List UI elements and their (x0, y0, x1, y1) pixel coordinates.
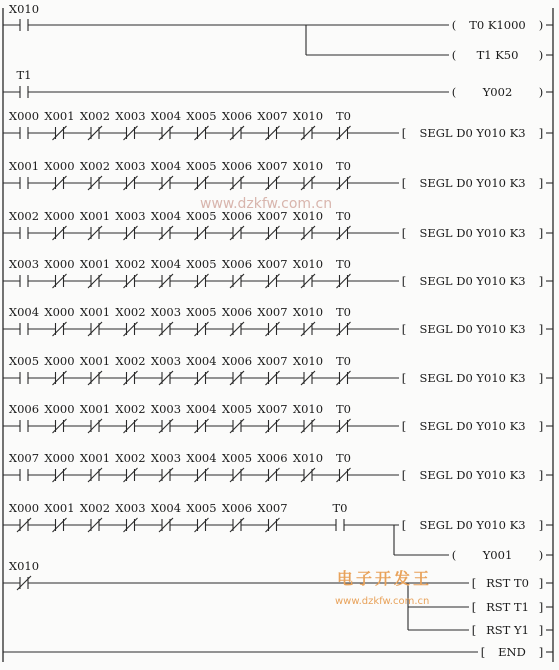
contact-nc (257, 109, 287, 140)
output-close-bracket: ) (538, 48, 544, 62)
contact-label: T0 (336, 451, 351, 465)
contact-label: X000 (44, 159, 75, 173)
contact-label: X004 (186, 451, 217, 465)
output-open-bracket: [ (401, 419, 407, 433)
contact-nc (293, 402, 323, 433)
contact-label: X010 (292, 305, 324, 319)
output-close-bracket: ] (538, 468, 544, 482)
contact-label: X010 (8, 2, 40, 16)
output-open-bracket: [ (480, 645, 486, 659)
contact-label: X003 (8, 257, 40, 271)
output-close-bracket: ] (538, 274, 544, 288)
contact-nc (186, 354, 216, 385)
output-close-bracket: ] (538, 600, 544, 614)
output-open-bracket: [ (401, 274, 407, 288)
contact-label: X003 (150, 451, 182, 465)
contact-label: X010 (292, 354, 324, 368)
contact-nc (44, 451, 74, 482)
contact-nc (186, 257, 216, 288)
contact-label: X006 (8, 402, 40, 416)
contact-label: T1 (16, 68, 32, 82)
output-open-bracket: [ (401, 322, 407, 336)
contact-nc (80, 159, 110, 190)
output-close-bracket: ] (538, 226, 544, 240)
contact-nc (115, 451, 145, 482)
contact-label: X002 (115, 257, 146, 271)
contact-nc (80, 257, 110, 288)
contact-nc (9, 501, 39, 532)
contact-label: X002 (8, 209, 40, 223)
contact-nc (115, 354, 145, 385)
contact-label: X004 (8, 305, 40, 319)
contact-nc (257, 305, 287, 336)
contact-label: X002 (79, 501, 111, 515)
contact-nc (151, 159, 181, 190)
contact-label: T0 (336, 109, 351, 123)
output-open-bracket: [ (471, 600, 477, 614)
contact-label: X005 (186, 501, 217, 515)
contact-nc (293, 109, 323, 140)
output-text: SEGL D0 Y010 K3 (419, 419, 526, 433)
output-text: SEGL D0 Y010 K3 (419, 322, 526, 336)
output-text: RST T0 (486, 576, 529, 590)
contact-nc (222, 305, 252, 336)
contact-nc (222, 354, 252, 385)
output-close-bracket: ] (538, 576, 544, 590)
output-instruction (472, 576, 553, 590)
rungs (3, 2, 553, 659)
rung (3, 25, 449, 55)
contact-nc (222, 159, 252, 190)
output-instruction (452, 548, 553, 562)
contact-nc (9, 559, 39, 590)
contact-label: X005 (221, 451, 253, 465)
contact-nc (151, 305, 181, 336)
contact-label: X007 (257, 109, 288, 123)
contact-nc (115, 257, 145, 288)
contact-no (9, 451, 39, 481)
contact-nc (257, 354, 287, 385)
output-open-bracket: ( (451, 85, 457, 99)
output-instruction (481, 645, 553, 659)
contact-nc (44, 501, 74, 532)
output-close-bracket: ) (538, 18, 544, 32)
contact-label: X006 (221, 501, 253, 515)
output-instruction (402, 468, 553, 482)
contact-label: T0 (336, 159, 351, 173)
contact-label: X005 (186, 209, 217, 223)
contact-label: X001 (44, 501, 75, 515)
contact-nc (115, 159, 145, 190)
contact-label: X007 (257, 209, 288, 223)
watermark-site-top: www.dzkfw.com.cn (200, 196, 333, 212)
contact-nc (257, 501, 287, 532)
contact-nc (115, 305, 145, 336)
output-close-bracket: ) (538, 85, 544, 99)
output-open-bracket: [ (401, 176, 407, 190)
contact-label: X006 (221, 159, 253, 173)
contact-nc (293, 159, 323, 190)
contact-label: X000 (44, 402, 75, 416)
contact-nc (151, 354, 181, 385)
contact-nc (257, 209, 287, 240)
output-text: T1 K50 (476, 48, 519, 62)
contact-label: X002 (115, 402, 146, 416)
contact-label: X004 (150, 159, 182, 173)
contact-label: X001 (8, 159, 40, 173)
contact-nc (222, 402, 252, 433)
contact-nc (186, 305, 216, 336)
contact-label: X004 (186, 354, 217, 368)
contact-nc (293, 257, 323, 288)
contact-nc (336, 209, 351, 240)
contact-nc (151, 451, 181, 482)
output-text: SEGL D0 Y010 K3 (419, 468, 526, 482)
contact-label: X001 (79, 257, 111, 271)
contact-nc (80, 354, 110, 385)
contact-label: X010 (292, 109, 324, 123)
output-instruction (472, 623, 553, 637)
contact-label: X003 (150, 354, 182, 368)
contact-nc (44, 109, 74, 140)
contact-nc (257, 257, 287, 288)
output-instruction (402, 226, 553, 240)
contact-no (9, 257, 39, 287)
contact-label: X006 (257, 451, 288, 465)
output-close-bracket: ] (538, 176, 544, 190)
contact-nc (151, 257, 181, 288)
output-instruction (452, 85, 553, 99)
contact-label: X006 (221, 354, 253, 368)
output-close-bracket: ] (538, 126, 544, 140)
contact-nc (80, 402, 110, 433)
contact-nc (257, 159, 287, 190)
contact-label: X007 (257, 402, 288, 416)
contact-nc (336, 305, 351, 336)
contact-label: X002 (79, 109, 111, 123)
contact-label: T0 (336, 209, 351, 223)
contact-label: X006 (221, 257, 253, 271)
contact-label: X004 (150, 209, 182, 223)
contact-nc (293, 451, 323, 482)
contact-nc (115, 209, 145, 240)
output-open-bracket: [ (401, 226, 407, 240)
contact-label: X005 (186, 305, 217, 319)
output-instruction (402, 371, 553, 385)
contact-label: X005 (221, 402, 253, 416)
contact-no (9, 305, 39, 335)
contact-label: X004 (150, 501, 182, 515)
contact-label: X000 (8, 109, 40, 123)
contact-nc (257, 451, 287, 482)
contact-label: X004 (150, 257, 182, 271)
output-text: END (498, 645, 526, 659)
contact-label: X002 (115, 354, 146, 368)
contact-no (9, 209, 39, 239)
contact-nc (293, 354, 323, 385)
contact-nc (186, 109, 216, 140)
contact-nc (151, 501, 181, 532)
output-open-bracket: [ (401, 126, 407, 140)
output-open-bracket: ( (451, 48, 457, 62)
output-instruction (402, 322, 553, 336)
contact-label: X001 (79, 354, 111, 368)
contact-nc (222, 257, 252, 288)
contact-nc (222, 451, 252, 482)
contact-nc (186, 451, 216, 482)
output-instruction (402, 126, 553, 140)
contact-label: X002 (115, 305, 146, 319)
contact-nc (186, 159, 216, 190)
output-instruction (452, 48, 553, 62)
contact-nc (186, 501, 216, 532)
rung (3, 525, 449, 555)
contact-no (9, 159, 39, 189)
contact-label: X003 (115, 501, 146, 515)
contact-nc (80, 109, 110, 140)
contact-label: X007 (8, 451, 40, 465)
output-text: SEGL D0 Y010 K3 (419, 226, 526, 240)
output-instruction (402, 518, 553, 532)
contact-label: X001 (79, 451, 111, 465)
contact-label: T0 (332, 501, 348, 515)
output-text: SEGL D0 Y010 K3 (419, 126, 526, 140)
contact-nc (336, 451, 351, 482)
contact-nc (293, 209, 323, 240)
contact-label: X001 (44, 109, 75, 123)
contact-no (9, 402, 39, 432)
contact-label: X010 (292, 451, 324, 465)
contact-label: X005 (186, 109, 217, 123)
output-open-bracket: ( (451, 18, 457, 32)
output-text: RST T1 (486, 600, 529, 614)
contact-label: X010 (8, 559, 40, 573)
contact-label: X000 (44, 451, 75, 465)
contact-nc (80, 451, 110, 482)
contact-label: X010 (292, 159, 324, 173)
output-open-bracket: [ (471, 623, 477, 637)
output-text: SEGL D0 Y010 K3 (419, 371, 526, 385)
contact-nc (222, 109, 252, 140)
output-close-bracket: ] (538, 371, 544, 385)
contact-label: X005 (186, 159, 217, 173)
contact-nc (257, 402, 287, 433)
output-open-bracket: ( (451, 548, 457, 562)
contact-label: T0 (336, 402, 351, 416)
contact-no (9, 354, 39, 384)
contact-label: X006 (221, 209, 253, 223)
output-open-bracket: [ (401, 518, 407, 532)
contact-nc (80, 501, 110, 532)
contact-nc (336, 159, 351, 190)
contact-label: X001 (79, 305, 111, 319)
contact-nc (336, 402, 351, 433)
contact-label: X007 (257, 501, 288, 515)
contact-label: X000 (44, 209, 75, 223)
output-close-bracket: ] (538, 419, 544, 433)
contact-label: X010 (292, 257, 324, 271)
contact-label: X003 (150, 305, 182, 319)
output-text: Y002 (482, 85, 513, 99)
contact-label: X002 (115, 451, 146, 465)
contact-label: X007 (257, 257, 288, 271)
output-instruction (452, 18, 553, 32)
contact-no (17, 68, 32, 98)
contact-label: T0 (336, 354, 351, 368)
output-instruction (472, 600, 553, 614)
contact-no (9, 109, 39, 139)
contact-nc (151, 402, 181, 433)
contact-nc (293, 305, 323, 336)
contact-nc (80, 305, 110, 336)
output-text: SEGL D0 Y010 K3 (419, 176, 526, 190)
contact-label: X003 (115, 109, 146, 123)
contact-nc (222, 501, 252, 532)
contact-label: X010 (292, 402, 324, 416)
contact-label: X005 (186, 257, 217, 271)
output-open-bracket: [ (401, 371, 407, 385)
output-text: T0 K1000 (469, 18, 526, 32)
contact-label: X000 (8, 501, 40, 515)
contact-label: X007 (257, 354, 288, 368)
contact-nc (44, 354, 74, 385)
contact-nc (44, 305, 74, 336)
contact-label: X005 (8, 354, 40, 368)
output-text: SEGL D0 Y010 K3 (419, 518, 526, 532)
contact-nc (44, 159, 74, 190)
contact-label: X003 (150, 402, 182, 416)
contact-nc (222, 209, 252, 240)
contact-label: X004 (186, 402, 217, 416)
output-text: Y001 (482, 548, 513, 562)
output-close-bracket: ] (538, 322, 544, 336)
contact-nc (80, 209, 110, 240)
contact-label: X000 (44, 305, 75, 319)
contact-no (9, 2, 39, 31)
contact-label: X007 (257, 159, 288, 173)
contact-label: X010 (292, 209, 324, 223)
contact-label: X000 (44, 257, 75, 271)
contact-label: X004 (150, 109, 182, 123)
contact-label: X006 (221, 305, 253, 319)
contact-nc (44, 257, 74, 288)
contact-nc (44, 209, 74, 240)
output-instruction (402, 176, 553, 190)
contact-label: X001 (79, 209, 111, 223)
contact-label: X003 (115, 159, 146, 173)
output-text: RST Y1 (486, 623, 529, 637)
contact-nc (336, 109, 351, 140)
contact-label: T0 (336, 257, 351, 271)
output-instruction (402, 274, 553, 288)
contact-label: X003 (115, 209, 146, 223)
contact-nc (186, 209, 216, 240)
contact-nc (115, 501, 145, 532)
contact-label: T0 (336, 305, 351, 319)
contact-nc (115, 109, 145, 140)
contact-nc (115, 402, 145, 433)
output-close-bracket: ) (538, 548, 544, 562)
watermark-brand: 电子开发王 (337, 569, 433, 588)
output-close-bracket: ] (538, 623, 544, 637)
contact-nc (186, 402, 216, 433)
watermark-site-bottom: www.dzkfw.com.cn (335, 596, 430, 607)
output-close-bracket: ] (538, 645, 544, 659)
output-open-bracket: [ (401, 468, 407, 482)
output-open-bracket: [ (471, 576, 477, 590)
output-instruction (402, 419, 553, 433)
contact-label: X006 (221, 109, 253, 123)
output-text: SEGL D0 Y010 K3 (419, 274, 526, 288)
contact-nc (151, 109, 181, 140)
contact-label: X000 (44, 354, 75, 368)
contact-label: X001 (79, 402, 111, 416)
contact-nc (44, 402, 74, 433)
contact-nc (336, 257, 351, 288)
contact-nc (151, 209, 181, 240)
contact-label: X007 (257, 305, 288, 319)
contact-label: X002 (79, 159, 111, 173)
contact-no (333, 501, 348, 531)
contact-nc (336, 354, 351, 385)
output-close-bracket: ] (538, 518, 544, 532)
